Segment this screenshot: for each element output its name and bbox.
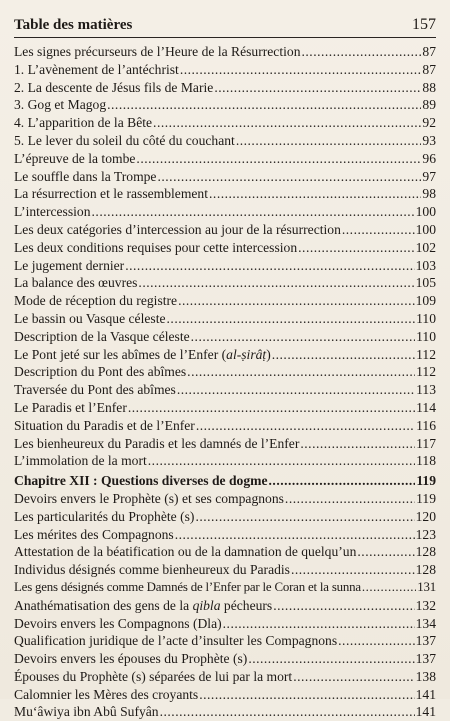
toc-entry-page: 123 bbox=[415, 526, 436, 542]
toc-dot-leader bbox=[196, 417, 415, 435]
toc-entry bbox=[14, 508, 436, 526]
toc-entry-label: Les deux conditions requises pour cette intercession bbox=[14, 239, 298, 255]
toc-entry bbox=[14, 221, 436, 239]
toc-entry-label: La résurrection et le rassemblement bbox=[14, 186, 209, 202]
toc-entry-page: 105 bbox=[415, 275, 436, 291]
toc-entry bbox=[14, 686, 436, 704]
toc-dot-leader bbox=[160, 703, 415, 721]
toc-entry-label: Mode de réception du registre bbox=[14, 293, 178, 309]
toc-dot-leader bbox=[199, 686, 414, 704]
toc-entry-label: Description de la Vasque céleste bbox=[14, 328, 190, 344]
toc-entry-page: 100 bbox=[415, 221, 436, 237]
toc-dot-leader bbox=[128, 399, 415, 417]
toc-dot-leader bbox=[180, 61, 422, 79]
toc-dot-leader bbox=[269, 472, 416, 490]
toc-entry bbox=[14, 79, 436, 97]
toc-entry-page: 119 bbox=[416, 490, 436, 506]
toc-dot-leader bbox=[302, 43, 422, 61]
toc-dot-leader bbox=[214, 79, 421, 97]
toc-entry bbox=[14, 561, 436, 579]
toc-entry-label: 1. L’avènement de l’antéchrist bbox=[14, 61, 179, 77]
toc-entry-page: 96 bbox=[422, 150, 436, 166]
toc-entry-page: 137 bbox=[415, 633, 436, 649]
toc-entry-page: 141 bbox=[415, 704, 436, 720]
toc-entry bbox=[14, 435, 436, 453]
toc-dot-leader bbox=[342, 221, 415, 239]
toc-dot-leader bbox=[92, 203, 415, 221]
toc-dot-leader bbox=[300, 435, 415, 453]
toc-dot-leader bbox=[273, 597, 414, 615]
toc-entry bbox=[14, 310, 436, 328]
toc-entry bbox=[14, 96, 436, 114]
toc-entry-page: 141 bbox=[415, 686, 436, 702]
toc-entry-label: L’immolation de la mort bbox=[14, 453, 147, 469]
toc-entry bbox=[14, 703, 436, 721]
toc-entry-page: 102 bbox=[415, 239, 436, 255]
toc-entry bbox=[14, 526, 436, 544]
toc-dot-leader bbox=[285, 490, 415, 508]
toc-dot-leader bbox=[291, 561, 415, 579]
toc-entry bbox=[14, 615, 436, 633]
toc-entry-page: 128 bbox=[415, 544, 436, 560]
toc-entry-label: Description du Pont des abîmes bbox=[14, 364, 187, 380]
toc-entry-page: 128 bbox=[415, 562, 436, 578]
toc-entry bbox=[14, 257, 436, 275]
toc-entry bbox=[14, 399, 436, 417]
toc-entry-label: Les gens désignés comme Damnés de l’Enfer par le Coran et la sunna bbox=[14, 579, 361, 594]
toc-entry-label: Le jugement dernier bbox=[14, 257, 125, 273]
toc-entry bbox=[14, 168, 436, 186]
toc-dot-leader bbox=[236, 132, 422, 150]
toc-entry-page: 109 bbox=[415, 293, 436, 309]
toc-entry bbox=[14, 239, 436, 257]
toc-entry-label: Le Pont jeté sur les abîmes de l’Enfer (al-ṣirâṭ) bbox=[14, 346, 271, 362]
toc-entry-page: 92 bbox=[422, 115, 436, 131]
toc-entry-page: 113 bbox=[416, 382, 436, 398]
toc-entry-label: 2. La descente de Jésus fils de Marie bbox=[14, 79, 214, 95]
toc-entry-page: 114 bbox=[416, 399, 436, 415]
toc-entry bbox=[14, 650, 436, 668]
toc-entry-label: Le bassin ou Vasque céleste bbox=[14, 310, 166, 326]
toc-entry bbox=[14, 543, 436, 561]
toc-entry bbox=[14, 452, 436, 470]
toc-list bbox=[14, 43, 436, 721]
toc-entry-label: Individus désignés comme bienheureux du Paradis bbox=[14, 562, 290, 578]
toc-entry-label: Le souffle dans la Trompe bbox=[14, 168, 157, 184]
toc-entry bbox=[14, 61, 436, 79]
toc-entry bbox=[14, 203, 436, 221]
toc-entry bbox=[14, 579, 436, 597]
toc-entry bbox=[14, 132, 436, 150]
toc-dot-leader bbox=[148, 452, 415, 470]
toc-entry-label: Anathématisation des gens de la qibla pécheurs bbox=[14, 597, 273, 613]
toc-entry bbox=[14, 150, 436, 168]
toc-entry bbox=[14, 381, 436, 399]
toc-entry-page: 134 bbox=[415, 615, 436, 631]
toc-entry bbox=[14, 185, 436, 203]
toc-entry-page: 138 bbox=[415, 668, 436, 684]
toc-entry bbox=[14, 114, 436, 132]
toc-dot-leader bbox=[209, 185, 421, 203]
toc-entry-label: Traversée du Pont des abîmes bbox=[14, 382, 176, 398]
toc-entry-label: Mu‘âwiya ibn Abû Sufyân bbox=[14, 704, 159, 720]
toc-entry-label: Épouses du Prophète (s) séparées de lui par la mort bbox=[14, 668, 293, 684]
header-rule bbox=[14, 37, 436, 38]
toc-entry bbox=[14, 668, 436, 686]
toc-entry bbox=[14, 43, 436, 61]
toc-dot-leader bbox=[136, 150, 421, 168]
toc-entry-label: Les mérites des Compagnons bbox=[14, 526, 174, 542]
toc-entry-page: 118 bbox=[416, 453, 436, 469]
toc-dot-leader bbox=[223, 615, 415, 633]
toc-entry-label: Qualification juridique de l’acte d’insulter les Compagnons bbox=[14, 633, 338, 649]
toc-entry-page: 110 bbox=[416, 328, 436, 344]
toc-dot-leader bbox=[248, 650, 414, 668]
toc-entry-page: 117 bbox=[416, 435, 436, 451]
toc-dot-leader bbox=[153, 114, 421, 132]
toc-dot-leader bbox=[191, 328, 415, 346]
toc-entry-page: 98 bbox=[422, 186, 436, 202]
toc-entry-label: 5. Le lever du soleil du côté du couchant bbox=[14, 132, 235, 148]
toc-entry-page: 110 bbox=[416, 310, 436, 326]
toc-entry-page: 88 bbox=[422, 79, 436, 95]
toc-entry-page: 97 bbox=[422, 168, 436, 184]
toc-chapter-heading bbox=[14, 472, 436, 490]
toc-entry-page: 132 bbox=[415, 597, 436, 613]
toc-dot-leader bbox=[178, 292, 415, 310]
toc-entry-label: Attestation de la béatification ou de la damnation de quelqu’un bbox=[14, 544, 357, 560]
toc-entry-label: Devoirs envers les Compagnons (Dla) bbox=[14, 615, 222, 631]
toc-entry-label: L’intercession bbox=[14, 204, 91, 220]
toc-entry-page: 103 bbox=[415, 257, 436, 273]
toc-dot-leader bbox=[195, 508, 414, 526]
toc-entry bbox=[14, 274, 436, 292]
toc-entry-page: 112 bbox=[416, 346, 436, 362]
toc-entry-label: 3. Gog et Magog bbox=[14, 97, 107, 113]
toc-dot-leader bbox=[357, 543, 414, 561]
toc-dot-leader bbox=[298, 239, 414, 257]
toc-entry-label: Les particularités du Prophète (s) bbox=[14, 508, 195, 524]
toc-dot-leader bbox=[107, 96, 421, 114]
toc-entry-page: 87 bbox=[422, 61, 436, 77]
toc-entry bbox=[14, 632, 436, 650]
toc-entry-page: 89 bbox=[422, 97, 436, 113]
toc-entry-page: 93 bbox=[422, 132, 436, 148]
toc-entry-page: 120 bbox=[415, 508, 436, 524]
toc-entry-label: Les signes précurseurs de l’Heure de la Résurrection bbox=[14, 44, 301, 59]
toc-entry-page: 137 bbox=[415, 651, 436, 667]
toc-entry-label: Les bienheureux du Paradis et les damnés de l’Enfer bbox=[14, 435, 300, 451]
toc-entry-label: Calomnier les Mères des croyants bbox=[14, 686, 199, 702]
toc-dot-leader bbox=[338, 632, 414, 650]
page-header bbox=[14, 16, 436, 34]
toc-dot-leader bbox=[272, 346, 415, 364]
toc-entry bbox=[14, 292, 436, 310]
toc-entry-page: 131 bbox=[417, 579, 436, 594]
toc-entry-page: 119 bbox=[416, 473, 436, 489]
toc-entry-label: Chapitre XII : Questions diverses de dogme bbox=[14, 473, 268, 489]
toc-entry bbox=[14, 328, 436, 346]
toc-entry bbox=[14, 490, 436, 508]
toc-entry-label: Devoirs envers les épouses du Prophète (s) bbox=[14, 651, 248, 667]
toc-entry-label: Devoirs envers le Prophète (s) et ses compagnons bbox=[14, 490, 284, 506]
toc-entry-label: 4. L’apparition de la Bête bbox=[14, 115, 153, 131]
toc-entry bbox=[14, 346, 436, 364]
toc-entry-label: L’épreuve de la tombe bbox=[14, 150, 136, 166]
toc-entry-label: La balance des œuvres bbox=[14, 275, 138, 291]
toc-dot-leader bbox=[167, 310, 416, 328]
toc-dot-leader bbox=[138, 274, 414, 292]
toc-dot-leader bbox=[177, 381, 415, 399]
toc-dot-leader bbox=[187, 363, 415, 381]
toc-entry bbox=[14, 597, 436, 615]
toc-entry-page: 87 bbox=[422, 44, 436, 59]
toc-dot-leader bbox=[362, 579, 416, 597]
toc-dot-leader bbox=[175, 526, 415, 544]
toc-entry-label: Situation du Paradis et de l’Enfer bbox=[14, 417, 195, 433]
toc-entry-label: Les deux catégories d’intercession au jour de la résurrection bbox=[14, 221, 341, 237]
page-number: 157 bbox=[412, 16, 436, 33]
toc-dot-leader bbox=[293, 668, 414, 686]
toc-entry-page: 100 bbox=[415, 204, 436, 220]
toc-entry bbox=[14, 363, 436, 381]
toc-dot-leader bbox=[125, 257, 414, 275]
toc-entry-label: Le Paradis et l’Enfer bbox=[14, 399, 127, 415]
toc-dot-leader bbox=[157, 168, 421, 186]
toc-entry-page: 112 bbox=[416, 364, 436, 380]
running-title: Table des matières bbox=[14, 17, 133, 33]
toc-entry-page: 116 bbox=[416, 417, 436, 433]
toc-entry bbox=[14, 417, 436, 435]
